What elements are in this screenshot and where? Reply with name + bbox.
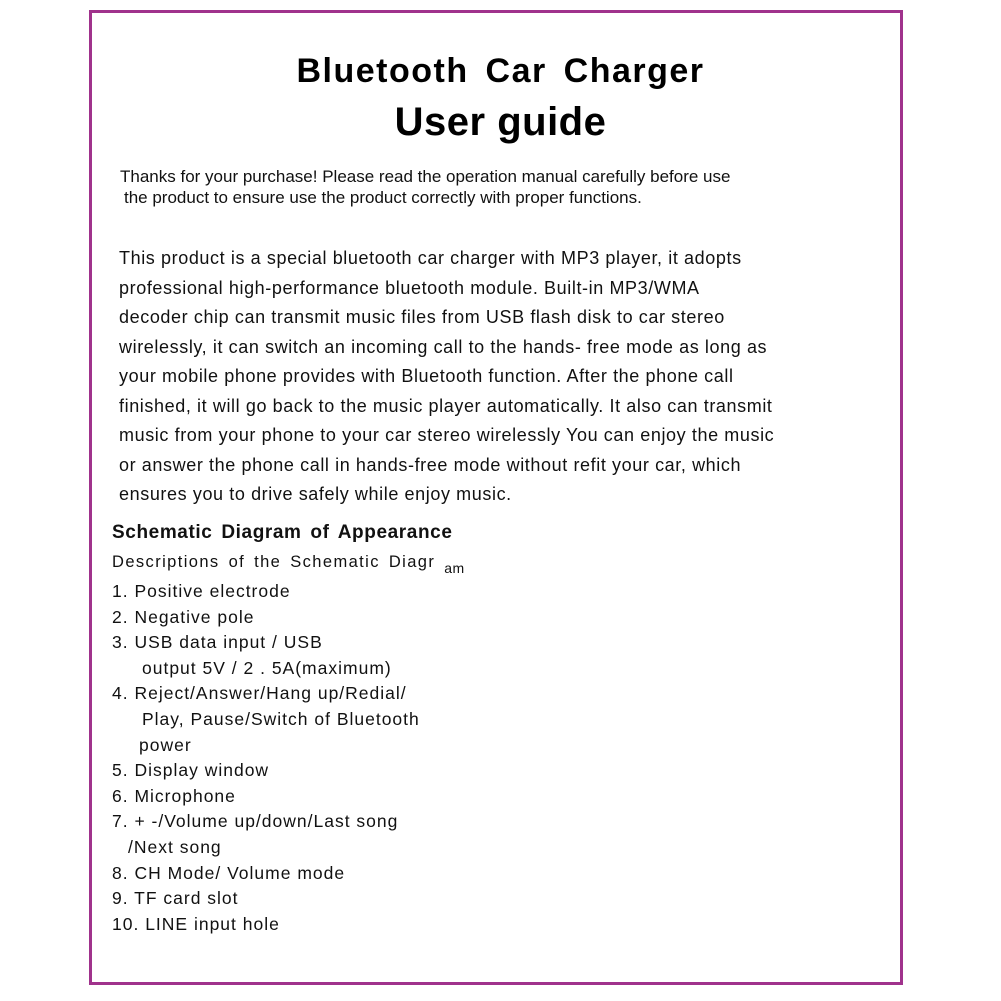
- list-item: 3. USB data input / USB: [112, 632, 323, 653]
- description-line: This product is a special bluetooth car charger with MP3 player, it adopts: [119, 248, 742, 268]
- list-item-continuation: power: [139, 734, 192, 755]
- document-title: Bluetooth Car Charger: [296, 52, 705, 90]
- product-description: [119, 244, 879, 510]
- description-line: finished, it will go back to the music player automatically. It also can transmit: [119, 395, 773, 416]
- list-item: 6. Microphone: [112, 785, 236, 806]
- list-item: 7. + -/Volume up/down/Last song: [112, 811, 399, 832]
- description-line: professional high-performance bluetooth module. Built-in MP3/WMA: [119, 277, 700, 298]
- list-item: 5. Display window: [112, 760, 270, 781]
- document-subtitle: User guide: [394, 100, 607, 144]
- description-line: wirelessly, it can switch an incoming call to the hands- free mode as long as: [119, 336, 768, 357]
- list-item: 1. Positive electrode: [112, 581, 291, 601]
- schematic-subheading: [112, 553, 465, 576]
- list-item: 4. Reject/Answer/Hang up/Redial/: [112, 683, 407, 704]
- schematic-heading: Schematic Diagram of Appearance: [112, 522, 453, 543]
- subheading-tail: am: [444, 560, 465, 576]
- description-line: your mobile phone provides with Bluetooth function. After the phone call: [119, 366, 734, 386]
- list-item-continuation: /Next song: [128, 836, 222, 857]
- list-item: 9. TF card slot: [112, 888, 239, 909]
- list-item-continuation: output 5V / 2 . 5A(maximum): [142, 657, 392, 678]
- list-item: 2. Negative pole: [112, 606, 255, 627]
- description-line: decoder chip can transmit music files from USB flash disk to car stereo: [119, 307, 725, 327]
- description-line: ensures you to drive safely while enjoy music.: [119, 484, 512, 504]
- list-item-continuation: Play, Pause/Switch of Bluetooth: [142, 708, 420, 729]
- intro-line: the product to ensure use the product correctly with proper functions.: [124, 188, 642, 207]
- subheading-main: Descriptions of the Schematic Diagr: [112, 553, 436, 571]
- list-item: 8. CH Mode/ Volume mode: [112, 862, 346, 883]
- intro-line: Thanks for your purchase! Please read the operation manual carefully before use: [120, 167, 731, 186]
- schematic-parts-list: [112, 579, 420, 937]
- intro-note: [120, 166, 880, 208]
- description-line: music from your phone to your car stereo wirelessly You can enjoy the music: [119, 425, 775, 445]
- description-line: or answer the phone call in hands-free mode without refit your car, which: [119, 454, 742, 475]
- list-item: 10. LINE input hole: [112, 913, 280, 934]
